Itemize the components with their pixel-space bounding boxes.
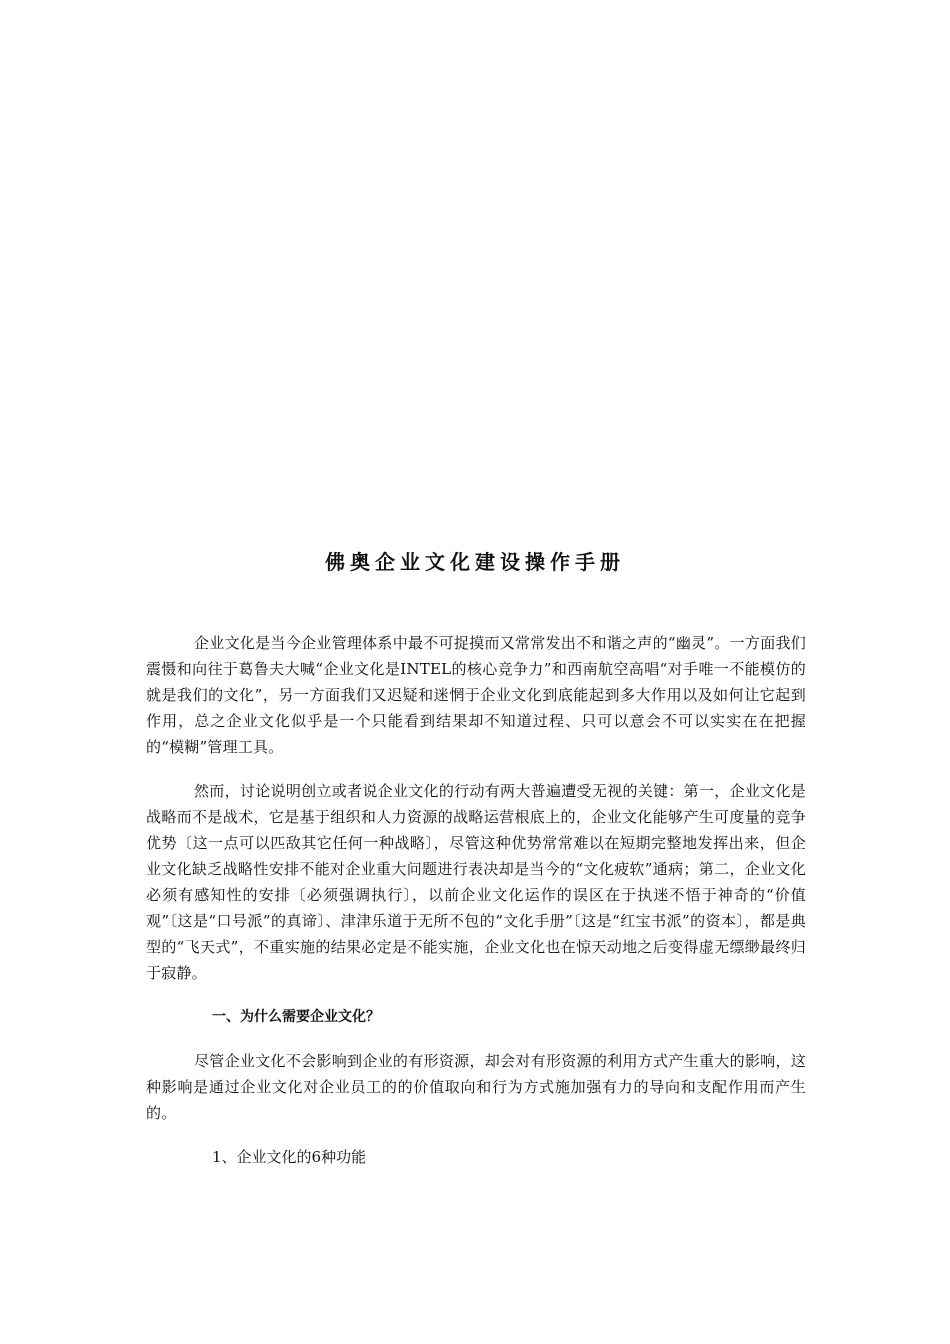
section-paragraph: 尽管企业文化不会影响到企业的有形资源，却会对有形资源的利用方式产生重大的影响，这种影响是通过企业文化对企业员工的的价值取向和行为方式施加强有力的导向和支配作用而产生的。 (146, 1052, 806, 1122)
document-body (146, 630, 806, 1170)
document-title: 佛奥企业文化建设操作手册 (325, 550, 625, 574)
analysis-paragraph: 然而，讨论说明创立或者说企业文化的行动有两大普遍遭受无视的关键：第一，企业文化是战略而不是战术，它是基于组织和人力资源的战略运营根底上的，企业文化能够产生可度量的竞争优势〔这一点可以匹敌其它任何一种战略〕，尽管这种优势常常难以在短期完整地发挥出来，但企业文化缺乏战略性安排不能对企业重大问题进行表决却是当今的“文化疲软”通病；第二，企业文化必须有感知性的安排〔必须强调执行〕，以前企业文化运作的误区在于执迷不悟于神奇的“价值观”〔这是“口号派”的真谛〕、津津乐道于无所不包的“文化手册”〔这是“红宝书派”的资本〕，都是典型的“飞天式”，不重实施的结果必定是不能实施，企业文化也在惊天动地之后变得虚无缥缈最终归于寂静。 (146, 782, 806, 982)
intro-paragraph: 企业文化是当今企业管理体系中最不可捉摸而又常常发出不和谐之声的“幽灵”。一方面我们震慑和向往于葛鲁夫大喊“企业文化是INTEL的核心竞争力”和西南航空高唱“对手唯一不能模仿的就是我们的文化”，另一方面我们又迟疑和迷惘于企业文化到底能起到多大作用以及如何让它起到作用，总之企业文化似乎是一个只能看到结果却不知道过程、只可以意会不可以实实在在把握的“模糊”管理工具。 (146, 634, 806, 756)
subsection-heading: 1、企业文化的6种功能 (212, 1148, 367, 1166)
section-heading: 一、为什么需要企业文化？ (212, 1009, 380, 1025)
